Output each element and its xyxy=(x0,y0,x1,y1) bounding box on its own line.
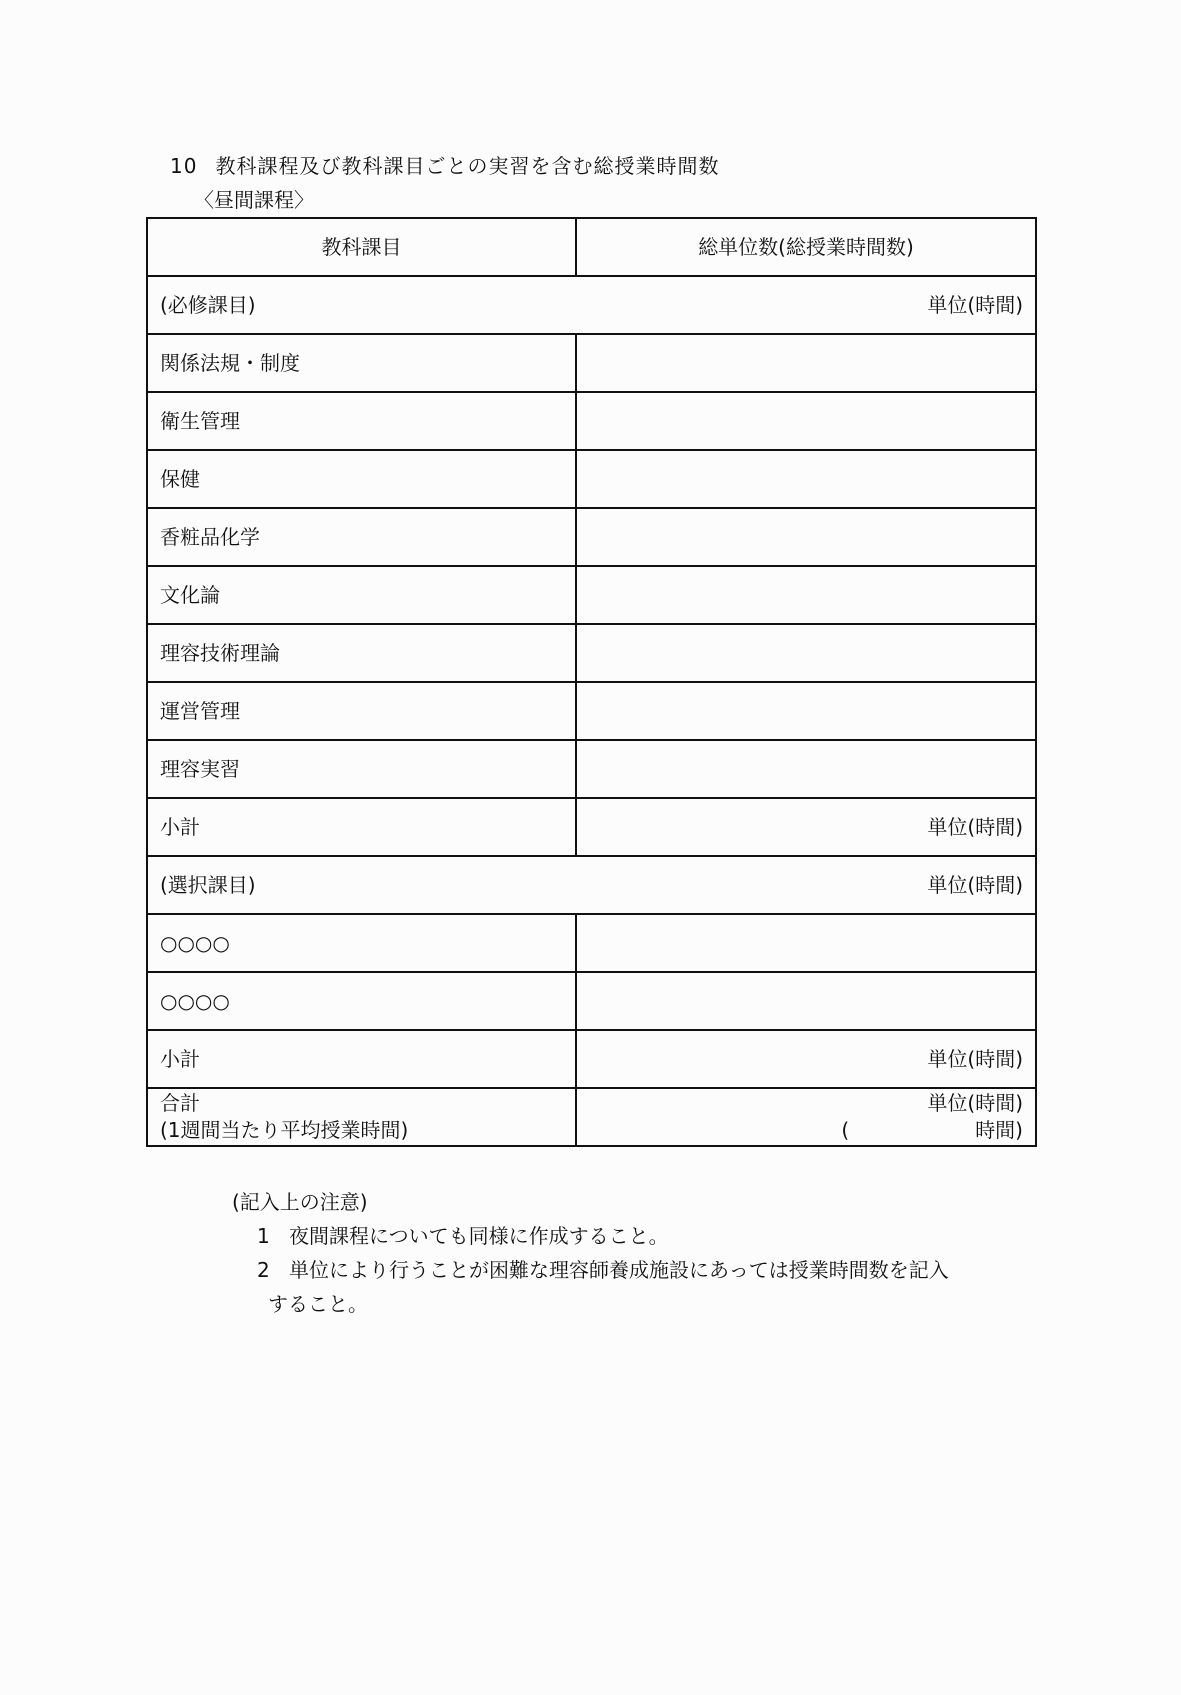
subtotal-label: 小計 xyxy=(147,798,576,856)
note-item xyxy=(257,1219,949,1253)
subject-name: 保健 xyxy=(147,450,576,508)
table-row xyxy=(147,392,1036,450)
subtotal-unit[interactable]: 単位(時間) xyxy=(576,1030,1036,1088)
subtotal-unit[interactable]: 単位(時間) xyxy=(576,798,1036,856)
total-row xyxy=(147,1088,1036,1146)
subject-units-field[interactable] xyxy=(576,740,1036,798)
elective-units-field[interactable] xyxy=(576,914,1036,972)
table-row xyxy=(147,740,1036,798)
subject-units-field[interactable] xyxy=(576,508,1036,566)
note-item xyxy=(257,1253,949,1287)
subject-name: 香粧品化学 xyxy=(147,508,576,566)
note-text: 夜間課程についても同様に作成すること。 xyxy=(289,1224,669,1248)
elective-units-field[interactable] xyxy=(576,972,1036,1030)
elective-section-label: (選択課目) xyxy=(160,873,256,897)
subject-name: 理容実習 xyxy=(147,740,576,798)
elective-subject-name: ○○○○ xyxy=(147,972,576,1030)
curriculum-hours-table xyxy=(146,217,1037,1147)
subject-name: 関係法規・制度 xyxy=(147,334,576,392)
weekly-hours-paren: ( xyxy=(841,1118,850,1142)
weekly-average-label: (1週間当たり平均授業時間) xyxy=(160,1118,409,1142)
total-value-field[interactable] xyxy=(576,1088,1036,1146)
required-section-row xyxy=(147,276,1036,334)
elective-section-row xyxy=(147,856,1036,914)
header-total-units: 総単位数(総授業時間数) xyxy=(576,218,1036,276)
required-section-label: (必修課目) xyxy=(160,293,256,317)
subject-name: 文化論 xyxy=(147,566,576,624)
entry-notes xyxy=(232,1185,949,1321)
header-row xyxy=(147,218,1036,276)
subject-units-field[interactable] xyxy=(576,624,1036,682)
subject-units-field[interactable] xyxy=(576,450,1036,508)
subject-units-field[interactable] xyxy=(576,682,1036,740)
table-row xyxy=(147,450,1036,508)
total-label: 合計 xyxy=(160,1091,200,1115)
table-row xyxy=(147,334,1036,392)
required-subtotal-row xyxy=(147,798,1036,856)
required-section-unit: 単位(時間) xyxy=(927,293,1023,317)
elective-section-unit: 単位(時間) xyxy=(927,873,1023,897)
section-title-text: 教科課程及び教科課目ごとの実習を含む総授業時間数 xyxy=(215,154,720,178)
note-number: 1 xyxy=(257,1224,270,1248)
table-row xyxy=(147,682,1036,740)
subject-name: 理容技術理論 xyxy=(147,624,576,682)
subject-name: 衛生管理 xyxy=(147,392,576,450)
subject-units-field[interactable] xyxy=(576,334,1036,392)
section-number: 10 xyxy=(170,154,198,178)
table-row xyxy=(147,566,1036,624)
weekly-hours-unit: 時間) xyxy=(975,1118,1023,1142)
header-subject: 教科課目 xyxy=(147,218,576,276)
total-unit: 単位(時間) xyxy=(927,1091,1023,1115)
table-row xyxy=(147,508,1036,566)
note-text: 単位により行うことが困難な理容師養成施設にあっては授業時間数を記入 xyxy=(289,1258,949,1282)
table-row xyxy=(147,624,1036,682)
table-row xyxy=(147,914,1036,972)
section-title xyxy=(170,152,719,180)
elective-subtotal-row xyxy=(147,1030,1036,1088)
note-continuation: すること。 xyxy=(268,1292,368,1316)
subject-name: 運営管理 xyxy=(147,682,576,740)
subject-units-field[interactable] xyxy=(576,566,1036,624)
subject-units-field[interactable] xyxy=(576,392,1036,450)
course-subtitle: 〈昼間課程〉 xyxy=(194,188,314,212)
table-row xyxy=(147,972,1036,1030)
elective-subject-name: ○○○○ xyxy=(147,914,576,972)
notes-heading: (記入上の注意) xyxy=(232,1190,368,1214)
note-number: 2 xyxy=(257,1258,270,1282)
subtotal-label: 小計 xyxy=(147,1030,576,1088)
